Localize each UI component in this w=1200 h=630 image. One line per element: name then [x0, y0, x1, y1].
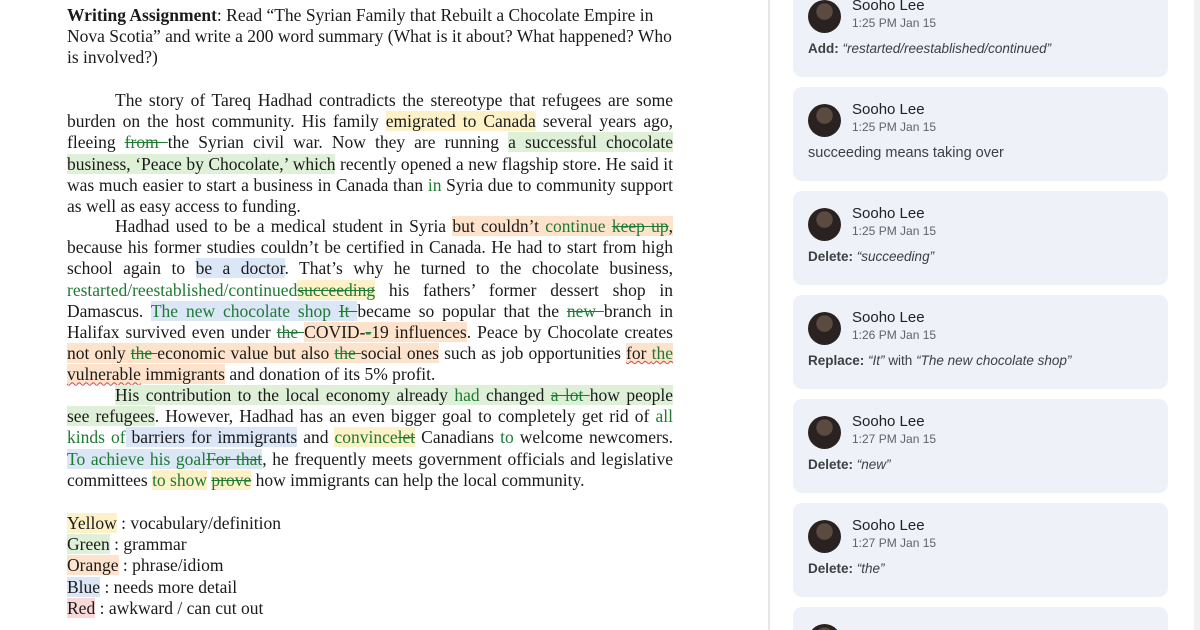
legend-item-yellow: [67, 513, 281, 534]
suggestion-kind: Delete:: [808, 249, 854, 264]
suggestion-deletion[interactable]: For that: [206, 448, 263, 469]
text-run: vulnerable: [67, 364, 141, 385]
text-run: the Syrian civil war. Now they are running: [167, 132, 509, 153]
comment-card[interactable]: [793, 87, 1168, 181]
comment-body: [808, 561, 885, 576]
text-run: recently opened a new flagship store. He said it was much easier to start a business in Canada than: [67, 153, 673, 195]
legend-description: : awkward / can cut out: [95, 597, 264, 618]
text-run: . Peace by Chocolate creates: [466, 322, 673, 343]
suggestion-deletion[interactable]: from: [124, 132, 168, 153]
scrollbar[interactable]: [1194, 0, 1200, 630]
comment-card[interactable]: [793, 295, 1168, 389]
legend-color-label: Orange: [67, 555, 119, 576]
suggestion-text: “the”: [856, 561, 885, 576]
color-legend: [67, 513, 281, 619]
highlight-needs-detail[interactable]: be a doctor: [195, 258, 285, 279]
comment-author: Sooho Lee: [852, 0, 925, 14]
text-run: economic value but: [157, 343, 302, 364]
suggestion-insertion[interactable]: to show: [152, 469, 207, 490]
suggestion-deletion[interactable]: It: [338, 300, 358, 321]
highlight-phrase[interactable]: [304, 322, 467, 342]
text-run: how people see refugees: [67, 385, 673, 427]
highlight-needs-detail[interactable]: [67, 449, 262, 469]
suggestion-text: “restarted/reestablished/continued”: [842, 41, 1052, 56]
text-run: such as job opportunities: [438, 343, 627, 364]
avatar-icon[interactable]: [808, 0, 841, 33]
text-run: his fathers’ former dessert shop in Damascus.: [67, 279, 673, 321]
suggestion-deletion[interactable]: the: [130, 343, 158, 364]
legend-item-green: [67, 534, 281, 555]
legend-color-label: Red: [67, 597, 96, 618]
paragraph-2[interactable]: [67, 216, 673, 386]
assignment-label: Writing Assignment: [67, 5, 217, 25]
comment-author: Sooho Lee: [852, 309, 925, 326]
avatar-icon[interactable]: [808, 312, 841, 345]
comment-card[interactable]: [793, 0, 1168, 77]
comment-card-partial[interactable]: [793, 607, 1168, 630]
comment-timestamp: 1:25 PM Jan 15: [852, 120, 937, 134]
comment-timestamp: 1:25 PM Jan 15: [852, 16, 937, 30]
comment-timestamp: 1:25 PM Jan 15: [852, 224, 937, 238]
suggestion-deletion[interactable]: prove: [211, 469, 252, 490]
legend-description: : needs more detail: [100, 576, 238, 597]
text-run: became so popular that the: [357, 300, 567, 321]
assignment-text: : Read “The Syrian Family that Rebuilt a Chocolate Empire in Nova Scotia” and write a 200 word summary (What is it about? What happened? Who is involved?): [67, 5, 672, 68]
comment-body: [808, 249, 934, 264]
comment-author: Sooho Lee: [852, 413, 925, 430]
legend-color-label: Yellow: [67, 513, 117, 533]
comment-author: Sooho Lee: [852, 101, 925, 118]
suggestion-insertion[interactable]: in: [427, 174, 442, 195]
text-run: how immigrants can help the local community.: [251, 469, 585, 490]
comment-card[interactable]: [793, 191, 1168, 285]
text-run: but couldn’t: [452, 216, 546, 236]
text-run: Syria due to community support as well as easy access to funding.: [67, 174, 673, 217]
text-run: several years ago, fleeing: [67, 111, 673, 153]
suggestion-insertion[interactable]: restarted/reestablished/continued: [67, 279, 298, 300]
suggestion-kind: Delete:: [808, 561, 854, 576]
text-run: for: [626, 343, 652, 364]
suggestion-insertion[interactable]: The new chocolate shop: [150, 300, 339, 321]
assignment-prompt: [67, 5, 673, 69]
comment-author: Sooho Lee: [852, 205, 925, 222]
legend-item-red: [67, 598, 281, 619]
legend-description: : phrase/idiom: [118, 555, 224, 576]
suggestion-kind: Add:: [808, 41, 839, 56]
text-run: branch in Halifax survived even under: [67, 300, 673, 343]
avatar-icon[interactable]: [808, 104, 841, 137]
highlight-grammar[interactable]: a successful chocolate business, ‘Peace by Chocolate,’ which: [67, 132, 674, 174]
suggestion-insertion[interactable]: To achieve his goal: [67, 448, 207, 469]
suggestion-insertion[interactable]: all kinds of: [67, 406, 673, 448]
comment-card[interactable]: [793, 503, 1168, 597]
text-run: not only: [67, 343, 131, 364]
text-run: , he frequently meets government officials and legislative committees: [67, 448, 673, 490]
suggestion-text: “The new chocolate shop”: [916, 353, 1072, 368]
suggestion-text: “It”: [868, 353, 885, 368]
legend-color-label: Blue: [67, 576, 101, 597]
suggestion-deletion[interactable]: a lot: [550, 385, 590, 405]
text-run: . However, Hadhad has an even bigger goal to completely get rid of: [154, 406, 656, 427]
highlight-phrase[interactable]: [67, 343, 439, 363]
suggestion-text: “new”: [856, 457, 891, 472]
comment-body: [808, 353, 1071, 368]
comment-timestamp: 1:27 PM Jan 15: [852, 432, 937, 446]
text-run: also: [301, 343, 335, 364]
suggestion-deletion[interactable]: the: [651, 343, 673, 364]
suggestion-kind: Delete:: [808, 457, 854, 472]
text-run: and donation of its 5% profit.: [224, 364, 436, 385]
legend-color-label: Green: [67, 534, 110, 555]
suggestion-text: “succeeding”: [856, 249, 935, 264]
comment-body: [808, 41, 1051, 56]
suggestion-deletion[interactable]: new: [566, 300, 604, 321]
highlight-phrase[interactable]: [452, 216, 673, 236]
text-run: Hadhad used to be a medical student in Syria: [115, 216, 453, 236]
text-run: 19 influences: [371, 322, 467, 343]
text-run: His contribution to the local economy already: [115, 385, 455, 405]
suggestion-insertion[interactable]: convince: [334, 427, 398, 448]
comment-timestamp: 1:27 PM Jan 15: [852, 536, 937, 550]
paragraph-3[interactable]: [67, 385, 673, 491]
highlight-needs-detail[interactable]: barriers for immigrants: [125, 427, 298, 448]
avatar-icon[interactable]: [808, 520, 841, 553]
text-run: immigrants: [140, 364, 225, 385]
comment-body: succeeding means taking over: [808, 145, 1004, 161]
highlight-vocabulary[interactable]: emigrated to Canada: [385, 111, 536, 132]
suggestion-insertion[interactable]: continue: [545, 216, 612, 236]
text-run: changed: [479, 385, 551, 405]
text-run: The story of Tareq Hadhad contradicts the stereotype that refugees are some burden on the host community. His family: [67, 90, 673, 132]
avatar-icon[interactable]: [808, 624, 841, 630]
suggestion-kind: Replace:: [808, 353, 865, 368]
highlight-needs-detail[interactable]: [151, 301, 358, 321]
comment-timestamp: 1:26 PM Jan 15: [852, 328, 937, 342]
highlight-vocabulary[interactable]: [334, 427, 415, 447]
suggestion-deletion[interactable]: the: [276, 322, 305, 343]
text-run: COVID-: [304, 322, 366, 343]
suggestion-insertion[interactable]: to: [500, 427, 514, 448]
avatar-icon[interactable]: [808, 416, 841, 449]
legend-item-orange: [67, 555, 281, 576]
suggestion-deletion[interactable]: let: [397, 427, 416, 448]
suggestion-connector: with: [888, 353, 913, 368]
legend-item-blue: [67, 577, 281, 598]
text-run: social ones: [360, 343, 439, 364]
text-run: welcome newcomers.: [513, 427, 674, 448]
comment-author: Sooho Lee: [852, 517, 925, 534]
text-run: Canadians: [415, 427, 501, 448]
comment-card[interactable]: [793, 399, 1168, 493]
text-run: ,: [668, 216, 674, 236]
text-run: . That’s why he turned to the chocolate business,: [284, 258, 673, 279]
paragraph-1[interactable]: [67, 90, 673, 217]
suggestion-insertion[interactable]: had: [454, 385, 480, 405]
avatar-icon[interactable]: [808, 208, 841, 241]
text-run: because his former studies couldn’t be certified in Canada. He had to start from high school again to: [67, 237, 673, 279]
text-run: and: [297, 427, 335, 448]
legend-description: : vocabulary/definition: [116, 513, 282, 533]
suggestion-deletion[interactable]: the: [334, 343, 361, 364]
suggestion-deletion[interactable]: -: [365, 322, 372, 343]
suggestion-deletion[interactable]: succeeding: [297, 279, 376, 300]
suggestion-deletion[interactable]: keep up: [611, 216, 669, 236]
comments-panel[interactable]: [770, 0, 1200, 630]
comment-body: [808, 457, 891, 472]
legend-description: : grammar: [109, 534, 187, 555]
